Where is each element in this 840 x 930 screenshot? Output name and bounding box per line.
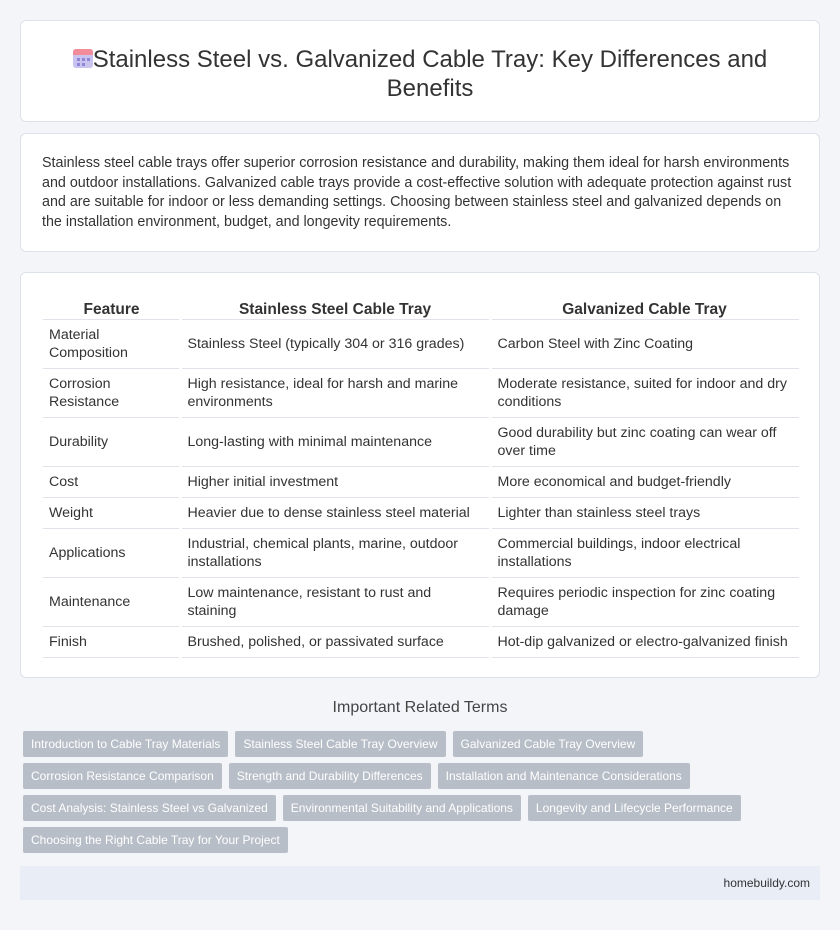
table-row xyxy=(43,577,799,626)
related-term-tag[interactable]: Stainless Steel Cable Tray Overview xyxy=(235,731,445,757)
stainless-cell: Industrial, chemical plants, marine, outdoor installations xyxy=(180,528,490,577)
galvanized-cell: Good durability but zinc coating can wear off over time xyxy=(490,417,799,466)
comparison-table xyxy=(43,297,799,658)
feature-cell: Applications xyxy=(43,528,180,577)
related-term-tag[interactable]: Installation and Maintenance Considerations xyxy=(438,763,690,789)
title-card xyxy=(20,20,820,122)
feature-cell: Maintenance xyxy=(43,577,180,626)
table-row xyxy=(43,368,799,417)
page-title: Stainless Steel vs. Galvanized Cable Tray: Key Differences and Benefits xyxy=(92,46,768,102)
related-term-tag[interactable]: Cost Analysis: Stainless Steel vs Galvanized xyxy=(23,795,276,821)
stainless-cell: Heavier due to dense stainless steel material xyxy=(180,497,490,528)
stainless-cell: High resistance, ideal for harsh and marine environments xyxy=(180,368,490,417)
related-term-tag[interactable]: Choosing the Right Cable Tray for Your Project xyxy=(23,827,288,853)
stainless-cell: Higher initial investment xyxy=(180,466,490,497)
table-row xyxy=(43,626,799,657)
feature-cell: Weight xyxy=(43,497,180,528)
galvanized-cell: Hot-dip galvanized or electro-galvanized finish xyxy=(490,626,799,657)
galvanized-cell: Moderate resistance, suited for indoor and dry conditions xyxy=(490,368,799,417)
stainless-cell: Brushed, polished, or passivated surface xyxy=(180,626,490,657)
galvanized-cell: Requires periodic inspection for zinc coating damage xyxy=(490,577,799,626)
stainless-cell: Long-lasting with minimal maintenance xyxy=(180,417,490,466)
intro-card xyxy=(20,133,820,252)
footer xyxy=(20,866,820,900)
table-row xyxy=(43,466,799,497)
table-row xyxy=(43,417,799,466)
related-term-tag[interactable]: Galvanized Cable Tray Overview xyxy=(453,731,644,757)
table-row xyxy=(43,528,799,577)
comparison-table-card xyxy=(20,272,820,678)
feature-cell: Finish xyxy=(43,626,180,657)
galvanized-cell: Lighter than stainless steel trays xyxy=(490,497,799,528)
table-row xyxy=(43,497,799,528)
intro-paragraph: Stainless steel cable trays offer superior corrosion resistance and durability, making them ideal for harsh environments and outdoor installations. Galvanized cable trays provide a cost-effective solution with adequate protection against rust and are suitable for indoor or less demanding settings. Choosing between stainless steel and galvanized depends on the installation environment, budget, and longevity requirements. xyxy=(42,155,792,230)
galvanized-cell: Commercial buildings, indoor electrical installations xyxy=(490,528,799,577)
related-term-tag[interactable]: Longevity and Lifecycle Performance xyxy=(528,795,741,821)
table-row xyxy=(43,319,799,368)
table-header-row xyxy=(43,297,799,319)
header-feature: Feature xyxy=(43,297,180,319)
header-stainless: Stainless Steel Cable Tray xyxy=(180,297,490,319)
feature-cell: Cost xyxy=(43,466,180,497)
stainless-cell: Stainless Steel (typically 304 or 316 grades) xyxy=(180,319,490,368)
related-terms-list xyxy=(23,731,813,859)
related-terms-heading: Important Related Terms xyxy=(332,699,508,716)
footer-site-link[interactable]: homebuildy.com xyxy=(723,876,810,890)
feature-cell: Durability xyxy=(43,417,180,466)
galvanized-cell: Carbon Steel with Zinc Coating xyxy=(490,319,799,368)
related-term-tag[interactable]: Environmental Suitability and Applications xyxy=(283,795,521,821)
stainless-cell: Low maintenance, resistant to rust and staining xyxy=(180,577,490,626)
feature-cell: Corrosion Resistance xyxy=(43,368,180,417)
related-term-tag[interactable]: Introduction to Cable Tray Materials xyxy=(23,731,228,757)
header-galvanized: Galvanized Cable Tray xyxy=(490,297,799,319)
related-term-tag[interactable]: Strength and Durability Differences xyxy=(229,763,431,789)
galvanized-cell: More economical and budget-friendly xyxy=(490,466,799,497)
feature-cell: Material Composition xyxy=(43,319,180,368)
related-term-tag[interactable]: Corrosion Resistance Comparison xyxy=(23,763,222,789)
